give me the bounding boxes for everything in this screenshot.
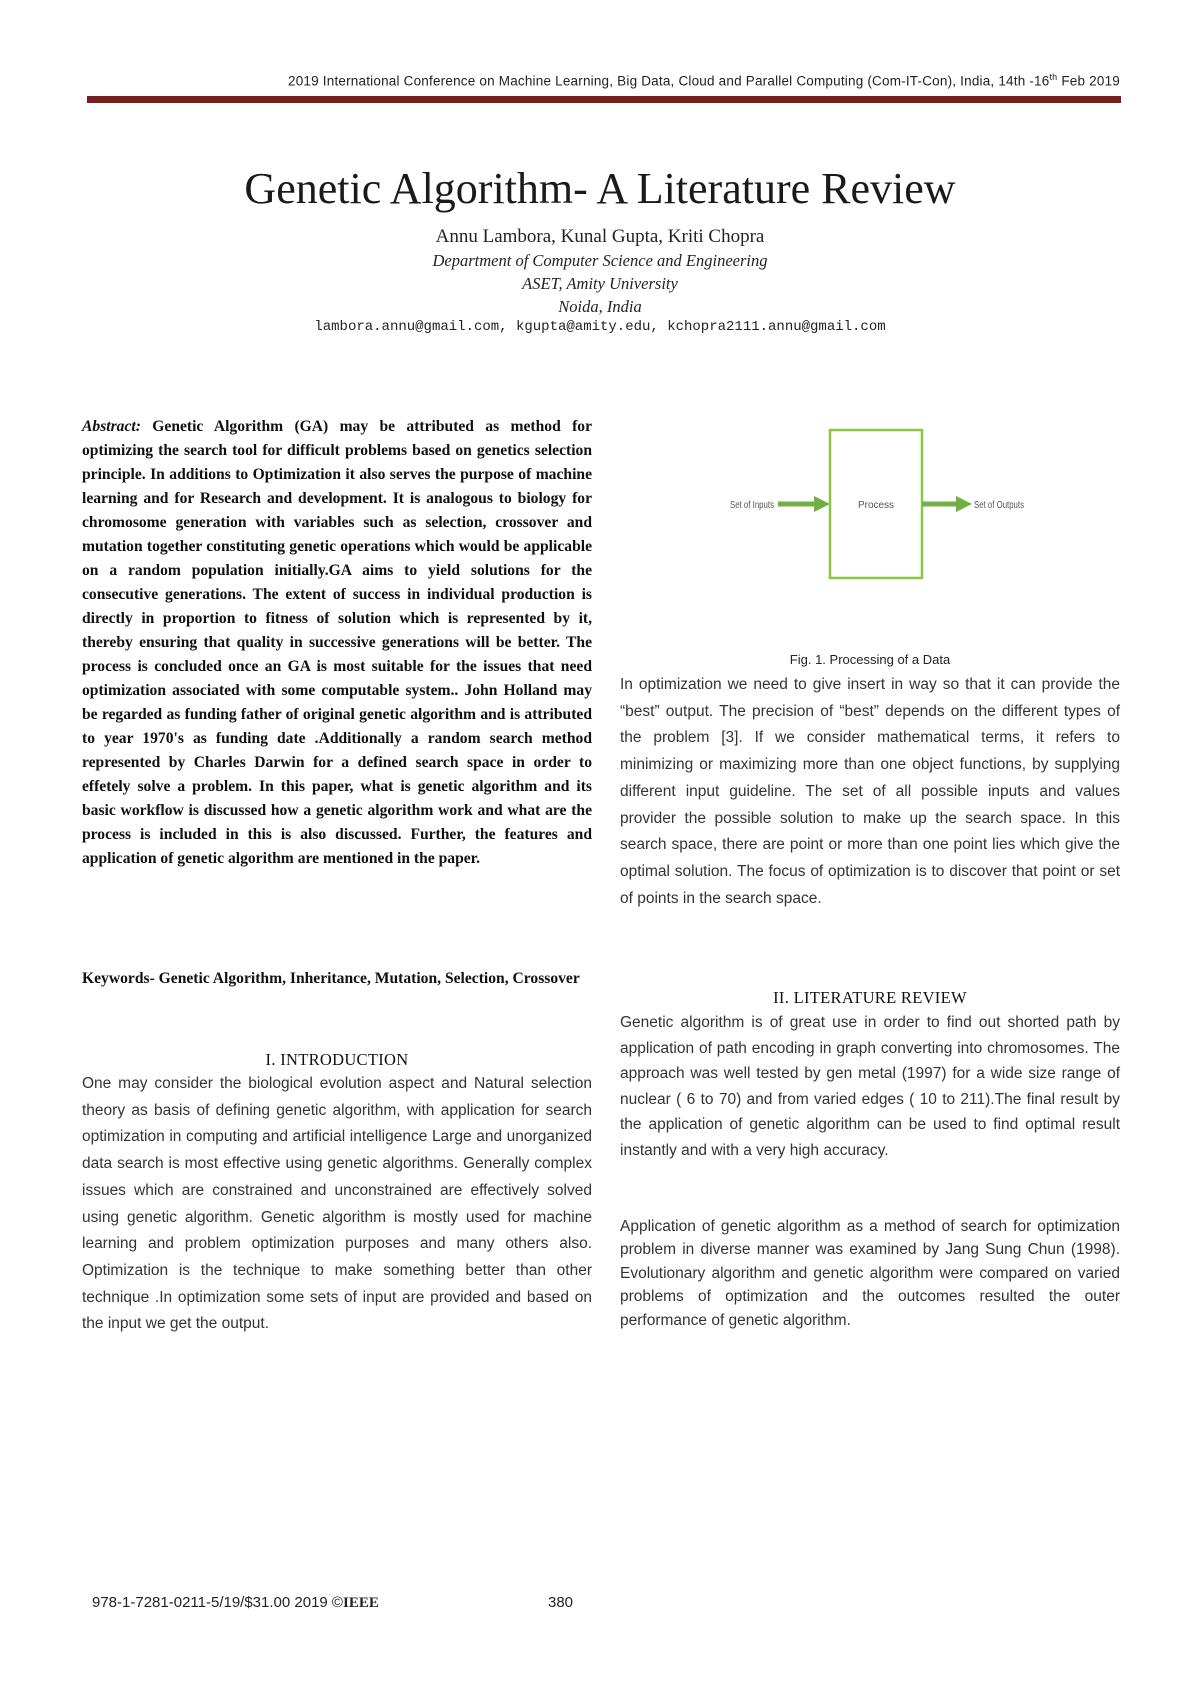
introduction-heading: I. INTRODUCTION [265,1050,409,1069]
paper-title: Genetic Algorithm- A Literature Review [244,164,956,213]
ieee-brand: IEEE [342,1595,379,1611]
conference-sup: th [1049,72,1058,82]
conference-text: 2019 International Conference on Machine Learning, Big Data, Cloud and Parallel Computing (Com-IT-Con), India, 14th -16 [288,73,1050,89]
output-label: Set of Outputs [974,500,1024,511]
header-rule [87,96,1121,103]
location: Noida, India [558,297,642,316]
department: Department of Computer Science and Engineering [432,251,768,270]
footer-isbn [92,1594,379,1612]
abstract [82,415,592,871]
institute: ASET, Amity University [522,274,678,293]
optimization-text: In optimization we need to give insert in way so that it can provide the “best” output. The precision of “best” depends on the different types of the problem [3]. If we consider mathematical terms, it refers to minimizing or maximizing more than one object functions, by supplying different input guideline. The set of all possible inputs and values provider the possible solution to make up the search space. In this search space, there are point or more than one point lies which give the optimal solution. The focus of optimization is to discover that point or set of points in the search space. [620,676,1120,907]
literature-paragraph-1: Genetic algorithm is of great use in order to find out shorted path by application of path encoding in graph converting into chromosomes. The approach was well tested by gen metal (1997) for a wide size range of nuclear ( 6 to 70) and from varied edges ( 10 to 211).The final result by the application of genetic algorithm can be used to find optimal result instantly and with a very high accuracy. [620,1014,1120,1159]
keywords: Keywords- Genetic Algorithm, Inheritance, Mutation, Selection, Crossover [82,970,580,987]
page-number: 380 [548,1594,574,1611]
input-arrow-head [814,496,830,512]
author-emails: lambora.annu@gmail.com, kgupta@amity.edu, kchopra2111.annu@gmail.com [314,319,886,335]
authors: Annu Lambora, Kunal Gupta, Kriti Chopra [435,226,765,247]
conference-header [90,72,1120,89]
process-diagram-svg [720,420,1060,590]
literature-heading: II. LITERATURE REVIEW [773,988,967,1007]
output-arrow-head [956,496,972,512]
literature-paragraph-2: Application of genetic algorithm as a method of search for optimization problem in diverse manner was examined by Jang Sung Chun (1998). Evolutionary algorithm and genetic algorithm were compared on varied problems of optimization and the outcomes resulted the outer performance of genetic algorithm. [620,1218,1120,1329]
introduction-text: One may consider the biological evolution aspect and Natural selection theory as basis of defining genetic algorithm, with application for search optimization in computing and artificial intelligence Large and unorganized data search is most effective using genetic algorithms. Generally complex issues which are constrained and unconstrained are effectively solved using genetic algorithm. Genetic algorithm is mostly used for machine learning and problem optimization purposes and many others also. Optimization is the technique to make something better than other technique .In optimization some sets of input are provided and based on the input we get the output. [82,1075,592,1333]
input-label: Set of Inputs [730,500,774,511]
abstract-text: Genetic Algorithm (GA) may be attributed as method for optimizing the search tool for difficult problems based on genetics selection principle. In additions to Optimization it also serves the purpose of machine learning and for Research and development. It is analogous to biology for chromosome generation with variables such as selection, crossover and mutation together constituting genetic operations which would be applicable on a random population initially.GA aims to yield solutions for the consecutive generations. The extent of success in individual production is directly in proportion to fitness of solution which is represented by it, thereby ensuring that quality in successive generations will be better. The process is concluded once an GA is most suitable for the issues that need optimization associated with some computable system.. John Holland may be regarded as funding father of original genetic algorithm and is attributed to year 1970's as funding date .Additionally a random search method represented by Charles Darwin for a defined search space in order to effetely solve a problem. In this paper, what is genetic algorithm and its basic workflow is discussed how a genetic algorithm work and what are the process is included in this is also discussed. Further, the features and application of genetic algorithm are mentioned in the paper. [82,418,592,867]
figure-process-diagram [720,420,1060,590]
abstract-label: Abstract: [82,418,141,435]
footer-isbn-text: 978-1-7281-0211-5/19/$31.00 2019 © [92,1594,343,1611]
figure-caption: Fig. 1. Processing of a Data [789,652,951,667]
process-label: Process [857,500,895,511]
conference-end: Feb 2019 [1057,73,1120,89]
